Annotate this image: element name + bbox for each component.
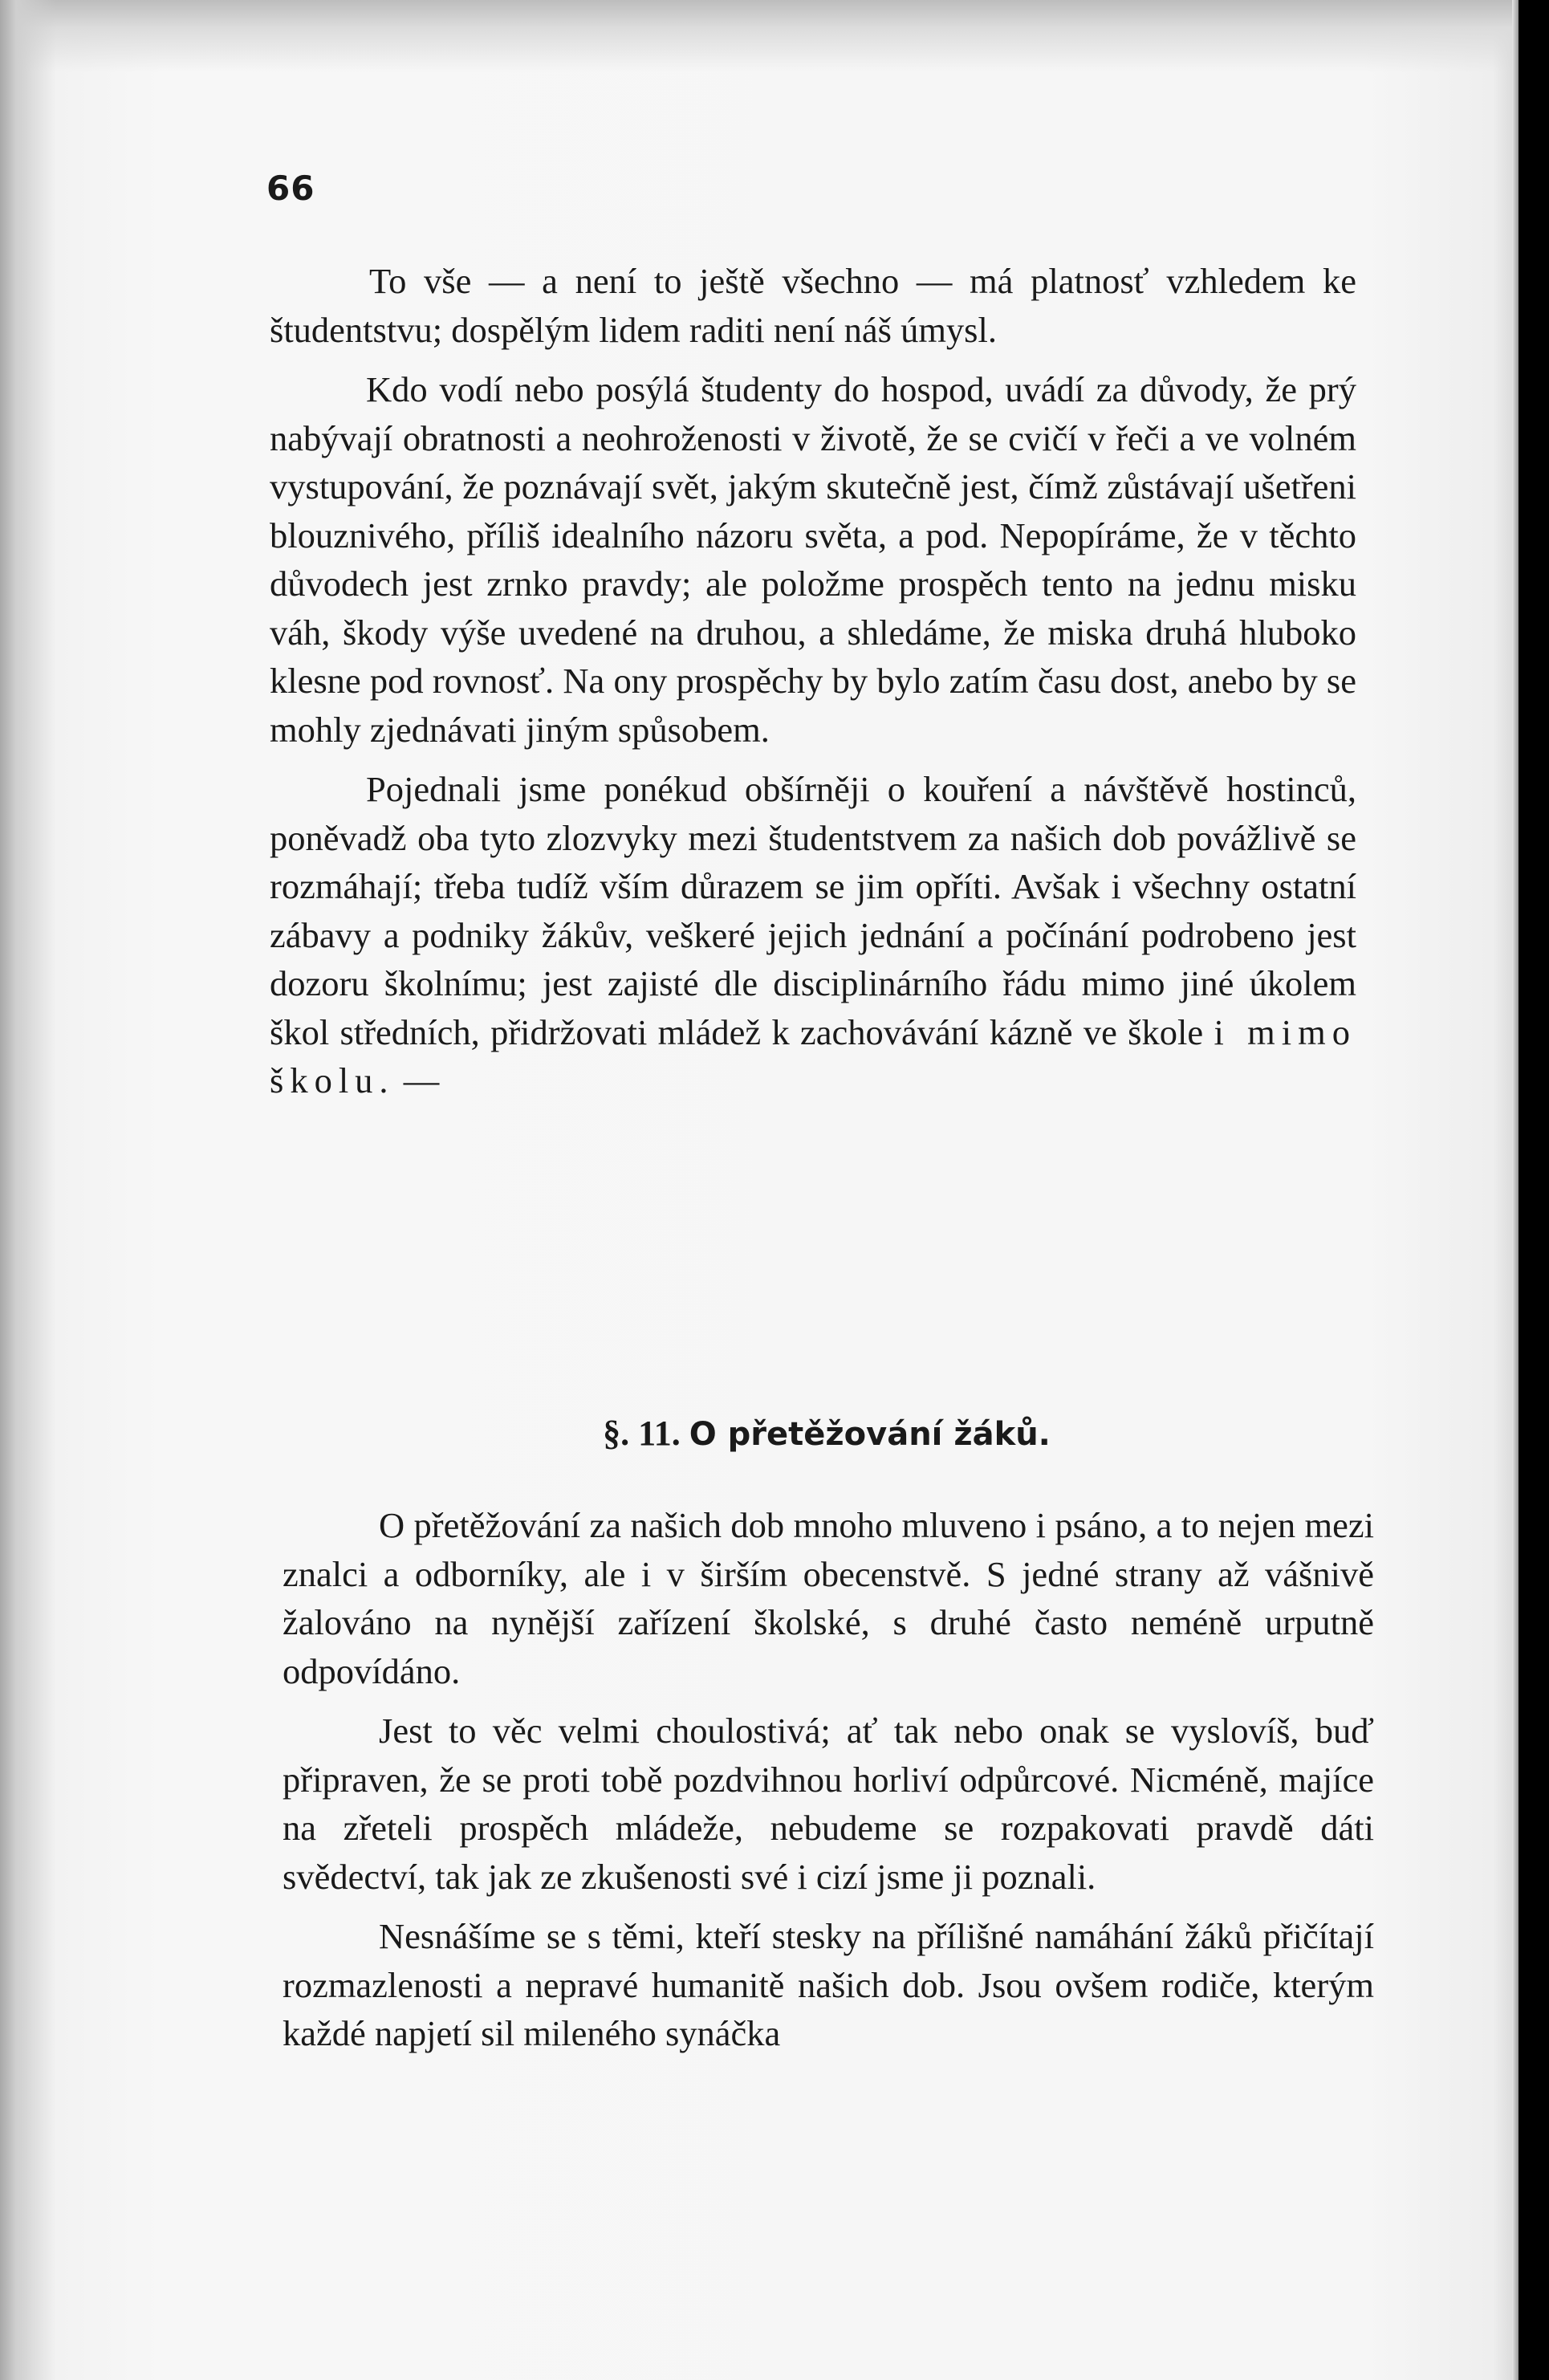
paragraph-text: Pojednali jsme ponékud obšírněji o kouření a návštěvě hostinců, poněvadž oba tyto zlozvyky mezi študentstvem za našich dob povážlivě se rozmáhají; třeba tudíž vším důrazem se jim opříti. Avšak i všechny ostatní zábavy a podniky žákův, veškeré jejich jednání a počínání podrobeno jest dozoru školnímu; jest zajisté dle disciplinárního řádu mimo jiné úkolem škol středních, přidržovati mládež k zachovávání kázně ve škole xyxy=(270,769,1356,1052)
paragraph: Jest to věc velmi choulostivá; ať tak nebo onak se vyslovíš, buď připraven, že se proti tobě pozdvihnou horliví odpůrcové. Nicméně, majíce na zřeteli prospěch mládeže, nebudeme se rozpakovati pravdě dáti svědectví, tak jak ze zkušenosti své i cizí jsme ji poznali. xyxy=(283,1711,1374,1897)
section-number: §. 11. xyxy=(603,1414,681,1453)
paragraph xyxy=(270,765,1356,1105)
paragraph: To vše — a není to ještě všechno — má platnosť vzhledem ke študentstvu; dospělým lidem raditi není náš úmysl. xyxy=(270,261,1356,350)
paragraph: O přetěžování za našich dob mnoho mluveno i psáno, a to nejen mezi znalci a odborníky, ale i v širším obecenstvě. S jedné strany až vášnivě žalováno na nynější zařízení školské, s druhé často neméně urputně odpovídáno. xyxy=(283,1505,1374,1691)
bottom-text-block xyxy=(283,1501,1374,2058)
spaced-emphasis: i mimo školu. xyxy=(270,1011,1356,1100)
right-page-edge xyxy=(1512,0,1519,2380)
paragraph: Nesnášíme se s těmi, kteří stesky na přílišné namáhání žáků přičítají rozmazlenosti a nepravé humanitě našich dob. Jsou ovšem rodiče, kterým každé napjetí sil mileného synáčka xyxy=(283,1916,1374,2053)
page-number: 66 xyxy=(266,169,315,208)
paragraph: Kdo vodí nebo posýlá študenty do hospod, uvádí za důvody, že prý nabývají obratnosti a neohroženosti v životě, že se cvičí v řeči a ve volném vystupování, že poznávají svět, jakým skutečně jest, čímž zůstávají ušetřeni blouznivého, příliš idealního názoru světa, a pod. Nepopíráme, že v těchto důvodech jest zrnko pravdy; ale položme prospěch tento na jednu misku váh, škody výše uvedené na druhou, a shledáme, že miska druhá hluboko klesne pod rovnosť. Na ony prospěchy by bylo zatím času dost, anebo by se mohly zjednávati jiným spůsobem. xyxy=(270,369,1356,750)
closing-dash: — xyxy=(394,1060,440,1100)
section-heading xyxy=(0,1413,1549,1454)
section-title: O přetěžování žáků. xyxy=(689,1416,1051,1453)
top-text-block xyxy=(270,257,1356,1105)
left-scan-shadow xyxy=(0,0,56,2380)
top-scan-shadow xyxy=(0,0,1549,72)
right-black-border xyxy=(1519,0,1549,2380)
